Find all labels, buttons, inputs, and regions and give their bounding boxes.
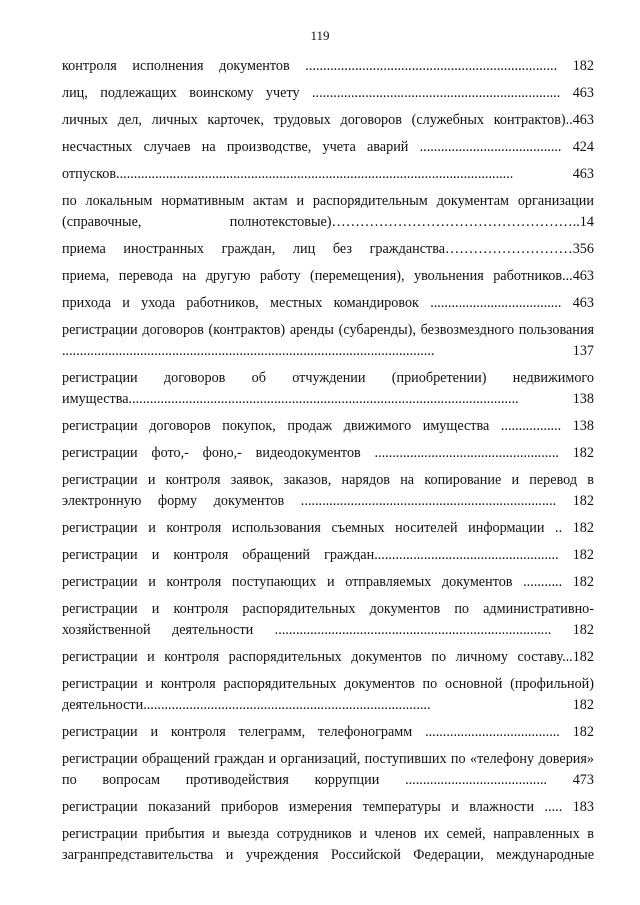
index-entry <box>62 416 594 437</box>
index-entry-text: регистрации и контроля заявок, заказов, нарядов на копирование и перевод в электронную форму документов ........................................................................ 182 <box>62 472 598 509</box>
index-entry-text: регистрации и контроля телеграмм, телефонограмм ...................................... 182 <box>62 724 594 740</box>
index-entry-text: регистрации и контроля использования съемных носителей информации .. 182 <box>62 520 594 536</box>
index-entry <box>62 56 594 77</box>
index-entry-text: регистрации обращений граждан и организаций, поступивших по «телефону доверия» по вопросам противодействия коррупции ........................................ 473 <box>62 751 598 788</box>
index-entry <box>62 239 594 260</box>
index-entry <box>62 797 594 818</box>
index-entry-text: регистрации и контроля распорядительных документов по административно-хозяйственной деятельности .............................................................................. 182 <box>62 601 594 638</box>
index-entry-text: регистрации договоров об отчуждении (приобретении) недвижимого имущества.............................................................................................................. 138 <box>62 370 598 407</box>
index-entry <box>62 647 594 668</box>
index-entry <box>62 164 594 185</box>
index-entry <box>62 110 594 131</box>
index-entry <box>62 572 594 593</box>
index-entry-text: регистрации и контроля распорядительных документов по личному составу...182 <box>62 649 594 665</box>
index-entry-text: регистрации и контроля обращений граждан.................................................... 182 <box>62 547 594 563</box>
index-entry-text: лиц, подлежащих воинскому учету ...................................................................... 463 <box>62 85 594 101</box>
index-entry-text: приема, перевода на другую работу (перемещения), увольнения работников...463 <box>62 268 594 284</box>
index-entry-text: регистрации и контроля распорядительных документов по основной (профильной) деятельности................................................................................. 182 <box>62 676 598 713</box>
index-entry <box>62 749 598 791</box>
index-entry-text: отпусков................................................................................................................ 463 <box>62 166 594 182</box>
index-entry-text: регистрации договоров покупок, продаж движимого имущества ................. 138 <box>62 418 594 434</box>
index-entry-text: регистрации фото,- фоно,- видеодокументов .................................................... 182 <box>62 445 594 461</box>
index-entry-text: приема иностранных граждан, лиц без гражданства………………………356 <box>62 241 594 257</box>
page-number: 119 <box>310 28 330 43</box>
index-entry-text: регистрации прибытия и выезда сотрудников и членов их семей, направленных в загранпредставительства и учреждения Российской Федерации, международные <box>62 826 598 863</box>
index-entry <box>62 722 594 743</box>
index-entry <box>62 674 598 716</box>
index-entry-list <box>62 56 598 872</box>
index-entry <box>62 599 594 641</box>
index-entry <box>62 368 598 410</box>
index-entry <box>62 320 598 362</box>
index-entry-text: прихода и ухода работников, местных командировок ..................................... 463 <box>62 295 594 311</box>
index-entry <box>62 83 594 104</box>
index-entry <box>62 518 594 539</box>
index-entry-text: регистрации и контроля поступающих и отправляемых документов ........... 182 <box>62 574 594 590</box>
index-entry <box>62 266 594 287</box>
index-entry <box>62 443 594 464</box>
index-entry <box>62 137 594 158</box>
index-entry-text: контроля исполнения документов ....................................................................... 182 <box>62 58 594 74</box>
index-entry <box>62 824 598 866</box>
index-entry-text: несчастных случаев на производстве, учета аварий ........................................ 424 <box>62 139 594 155</box>
index-entry-text: личных дел, личных карточек, трудовых договоров (служебных контрактов)..463 <box>62 112 594 128</box>
index-entry-text: по локальным нормативным актам и распорядительным документам организации (справочные, полнотекстовые)……………………………………………..14 <box>62 193 598 230</box>
index-entry <box>62 470 598 512</box>
index-entry-text: регистрации договоров (контрактов) аренды (субаренды), безвозмездного пользования ......................................................................................................... 137 <box>62 322 598 359</box>
index-entry <box>62 545 594 566</box>
index-entry <box>62 191 598 233</box>
index-entry <box>62 293 594 314</box>
index-entry-text: регистрации показаний приборов измерения температуры и влажности ..... 183 <box>62 799 594 815</box>
